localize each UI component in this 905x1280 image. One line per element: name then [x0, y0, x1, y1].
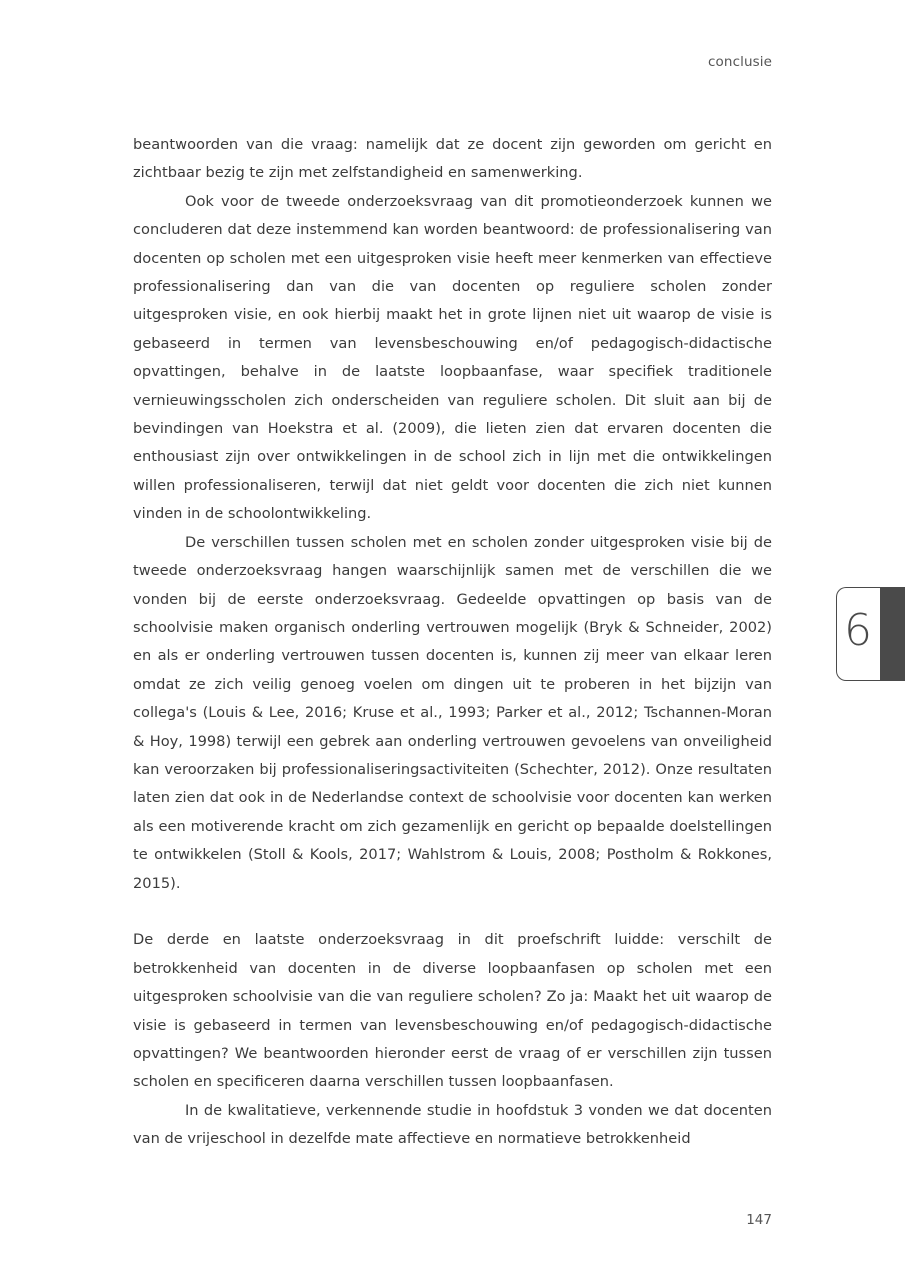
paragraph-qualitative-study: In de kwalitatieve, verkennende studie in hoofdstuk 3 vonden we dat docenten van de vrijeschool in dezelfde mate affectieve en normatieve betrokkenheid — [133, 1101, 772, 1148]
paragraph-third-question: De derde en laatste onderzoeksvraag in dit proefschrift luidde: verschilt de betrokkenheid van docenten in de diverse loopbaanfasen op scholen met een uitgesproken schoolvisie van die van reguliere scholen? Zo ja: Maakt het uit waarop de visie is gebaseerd in termen van levensbeschouwing en/of pedagogisch-didactische opvattingen? We beantwoorden hieronder eerst de vraag of er verschillen zijn tussen scholen en specificeren daarna verschillen tussen loopbaanfasen. — [133, 931, 772, 1091]
running-header: conclusie — [708, 54, 772, 70]
paragraph-differences: De verschillen tussen scholen met en scholen zonder uitgesproken visie bij de tweede onderzoeksvraag hangen waarschijnlijk samen met de verschillen die we vonden bij de eerste onderzoeksvraag. Gedeelde opvattingen op basis van de schoolvisie maken organisch onderling vertrouwen mogelijk (Bryk & Schneider, 2002) en als er onderling vertrouwen tussen docenten is, kunnen zij meer van elkaar leren omdat ze zich veilig genoeg voelen om dingen uit te proberen in het bijzijn van collega's (Louis & Lee, 2016; Kruse et al., 1993; Parker et al., 2012; Tschannen-Moran & Hoy, 1998) terwijl een gebrek aan onderling vertrouwen gevoelens van onveiligheid kan veroorzaken bij professionaliseringsactiviteiten (Schechter, 2012). Onze resultaten laten zien dat ook in de Nederlandse context de schoolvisie voor docenten kan werken als een motiverende kracht om zich gezamenlijk en gericht op bepaalde doelstellingen te ontwikkelen (Stoll & Kools, 2017; Wahlstrom & Louis, 2008; Postholm & Rokkones, 2015). — [133, 533, 772, 892]
paragraph-continuation: beantwoorden van die vraag: namelijk dat ze docent zijn geworden om gericht en zichtbaar bezig te zijn met zelfstandigheid en samenwerking. — [133, 136, 772, 182]
chapter-tab — [836, 587, 905, 681]
chapter-tab-bar — [880, 587, 905, 681]
chapter-number: 6 — [844, 605, 872, 656]
page-number: 147 — [746, 1212, 772, 1228]
paragraph-second-question: Ook voor de tweede onderzoeksvraag van dit promotieonderzoek kunnen we concluderen dat deze instemmend kan worden beantwoord: de professionalisering van docenten op scholen met een uitgesproken visie heeft meer kenmerken van effectieve professionalisering dan van die van docenten op reguliere scholen zonder uitgesproken visie, en ook hierbij maakt het in grote lijnen niet uit waarop de visie is gebaseerd in termen van levensbeschouwing en/of pedagogisch-didactische opvattingen, behalve in de laatste loopbaanfase, waar specifiek traditionele vernieuwingsscholen zich onderscheiden van reguliere scholen. Dit sluit aan bij de bevindingen van Hoekstra et al. (2009), die lieten zien dat ervaren docenten die enthousiast zijn over ontwikkelingen in de school zich in lijn met die ontwikkelingen willen professionaliseren, terwijl dat niet geldt voor docenten die zich niet kunnen vinden in de schoolontwikkeling. — [133, 192, 772, 523]
body-text — [133, 131, 772, 1154]
